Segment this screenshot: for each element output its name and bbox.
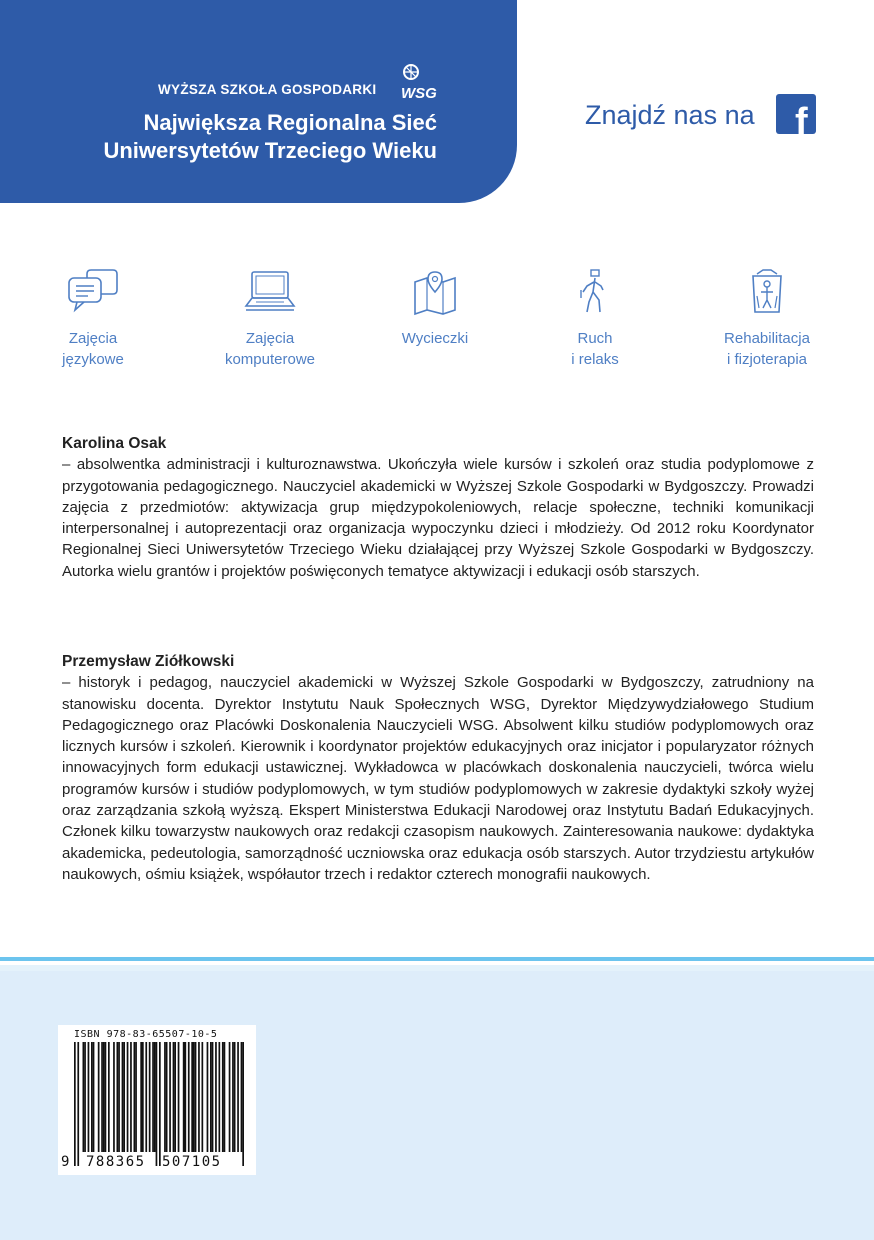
feature-label-line2: językowe	[62, 351, 124, 368]
wsg-logo	[392, 62, 442, 104]
barcode-bar	[237, 1042, 239, 1152]
barcode-bar	[222, 1042, 224, 1152]
feature-label-line2: komputerowe	[224, 351, 316, 368]
barcode-bar	[234, 1042, 236, 1152]
barcode-bar	[173, 1042, 175, 1152]
logo-text: WSG	[401, 85, 437, 102]
barcode-bar	[185, 1042, 187, 1152]
barcode-bar	[191, 1042, 193, 1152]
barcode-bar	[232, 1042, 234, 1152]
barcode-bar	[117, 1042, 119, 1152]
barcode-digits-group1: 788365	[86, 1154, 146, 1170]
barcode-bar	[193, 1042, 195, 1152]
barcode-bar	[154, 1042, 156, 1152]
barcode-bar	[145, 1042, 147, 1152]
barcode-bar	[241, 1042, 243, 1152]
barcode-bar	[242, 1042, 244, 1166]
barcode-bar	[188, 1042, 190, 1152]
barcode-digits-group2: 507105	[162, 1154, 222, 1170]
separator-line	[0, 957, 874, 961]
barcode-bar	[174, 1042, 176, 1152]
barcode-bars	[74, 1042, 244, 1170]
barcode-bar	[127, 1042, 129, 1152]
barcode-bar	[202, 1042, 204, 1152]
barcode-bar	[198, 1042, 200, 1152]
barcode-bar	[207, 1042, 209, 1152]
barcode-bar	[178, 1042, 180, 1152]
barcode-bar	[219, 1042, 221, 1152]
barcode-bar	[210, 1042, 212, 1152]
barcode-bar	[93, 1042, 95, 1152]
tagline-line2: Uniwersytetów Trzeciego Wieku	[103, 138, 437, 163]
barcode-bar	[105, 1042, 107, 1152]
barcode-bar	[88, 1042, 90, 1152]
barcode-bar	[183, 1042, 185, 1152]
bio-przemyslaw-ziolkowski	[62, 651, 814, 885]
barcode-bar	[118, 1042, 120, 1152]
barcode-bar	[84, 1042, 86, 1152]
barcode-bar	[156, 1042, 158, 1166]
barcode-bar	[108, 1042, 110, 1152]
barcode-bar	[159, 1042, 161, 1166]
feature-label-line1: Rehabilitacja	[724, 330, 810, 347]
feature-movement	[520, 268, 670, 370]
barcode-bar	[142, 1042, 144, 1152]
feature-label-line2: i fizjoterapia	[726, 351, 808, 368]
speech-bubbles-icon	[65, 268, 121, 316]
barcode-bar	[169, 1042, 171, 1152]
bio-karolina-osak	[62, 433, 814, 582]
feature-label-line2: i relaks	[571, 351, 619, 368]
feature-computer	[195, 268, 345, 370]
map-pin-icon	[407, 268, 463, 316]
barcode-bar	[74, 1042, 76, 1166]
bio-text: – absolwentka administracji i kulturoznawstwa. Ukończyła wiele kursów i szkoleń oraz studia podyplomowe z przygotowania pedagogicznego. Nauczyciel akademicki w Wyższej Szkole Gospodarki w Bydgoszczy. Prowadzi zajęcia z przedmiotów: aktywizacja grup międzypokoleniowych, relacje społeczne, techniki komunikacji interpersonalnej i autoprezentacji oraz organizacja wypoczynku dzieci i młodzieży. Od 2012 roku Koordynator Regionalnej Sieci Uniwersytetów Trzeciego Wieku działającej przy Wyższej Szkole Gospodarki w Bydgoszczy. Autorka wielu grantów i projektów poświęconych tematyce aktywizacji i edukacji osób starszych.	[62, 456, 814, 580]
barcode-bar	[123, 1042, 125, 1152]
feature-language	[18, 268, 168, 370]
physio-icon	[739, 268, 795, 316]
barcode-bar	[195, 1042, 197, 1152]
laptop-icon	[242, 268, 298, 316]
barcode-bar	[149, 1042, 151, 1152]
barcode-bar	[212, 1042, 214, 1152]
barcode-bar	[215, 1042, 217, 1152]
barcode-bar	[77, 1042, 79, 1166]
barcode-bar	[113, 1042, 115, 1152]
barcode-bar	[130, 1042, 132, 1152]
bio-text: – historyk i pedagog, nauczyciel akademicki w Wyższej Szkole Gospodarki w Bydgoszczy, zatrudniony na stanowisku docenta. Dyrektor Instytutu Nauk Społecznych WSG, Dyrektor Międzywydziałowego Studium Pedagogicznego oraz Placówki Doskonalenia Nauczycieli WSG. Absolwent kilku studiów podyplomowych oraz licznych kursów i szkoleń. Kierownik i koordynator projektów edukacyjnych oraz inicjator i popularyzator różnych innowacyjnych form edukacji ustawicznej. Wykładowca w placówkach doskonalenia nauczycieli, twórca wielu programów kursów i studiów podyplomowych, w tym studiów podyplomowych w zakresie dydaktyki szkoły wyżej oraz zarządzania szkołą wyższą. Ekspert Ministerstwa Edukacji Narodowej oraz Instytutu Badań Edukacyjnych. Członek kilku towarzystw naukowych oraz redakcji czasopism naukowych. Zainteresowania naukowe: dydaktyka akademicka, pedeutologia, samorządność uczniowska oraz edukacja osób starszych. Autor trzydziestu artykułów naukowych, ośmiu książek, współautor trzech i redaktor czterech monografii naukowych.	[62, 674, 814, 883]
barcode-bar	[140, 1042, 142, 1152]
barcode-bar	[164, 1042, 166, 1152]
barcode-bar	[224, 1042, 226, 1152]
facebook-icon[interactable]	[776, 94, 816, 134]
feature-trips	[360, 268, 510, 349]
barcode-bar	[166, 1042, 168, 1152]
bio-name: Karolina Osak	[62, 435, 167, 452]
barcode-bar	[152, 1042, 154, 1152]
barcode-bar	[101, 1042, 103, 1152]
feature-label-line1: Ruch	[577, 330, 613, 347]
barcode-bar	[229, 1042, 231, 1152]
feature-label-line1: Zajęcia	[68, 330, 118, 347]
isbn-label: ISBN 978-83-65507-10-5	[74, 1029, 218, 1040]
school-name: WYŻSZA SZKOŁA GOSPODARKI	[158, 82, 377, 97]
facebook-letter: f	[795, 101, 808, 134]
bio-name: Przemysław Ziółkowski	[62, 653, 235, 670]
feature-label-line1: Wycieczki	[401, 330, 469, 347]
isbn-barcode	[58, 1025, 256, 1175]
barcode-bar	[91, 1042, 93, 1152]
barcode-digit-first: 9	[61, 1154, 70, 1170]
header-banner	[0, 0, 517, 203]
tagline-line1: Największa Regionalna Sieć	[143, 110, 437, 135]
barcode-bar	[103, 1042, 105, 1152]
barcode-bar	[134, 1042, 136, 1152]
walking-person-icon	[567, 268, 623, 316]
feature-rehab	[692, 268, 842, 370]
barcode-bar	[83, 1042, 85, 1152]
barcode-bar	[135, 1042, 137, 1152]
barcode-bar	[122, 1042, 124, 1152]
facebook-text: Znajdź nas na	[585, 100, 755, 130]
feature-label-line1: Zajęcia	[245, 330, 295, 347]
barcode-bar	[98, 1042, 100, 1152]
